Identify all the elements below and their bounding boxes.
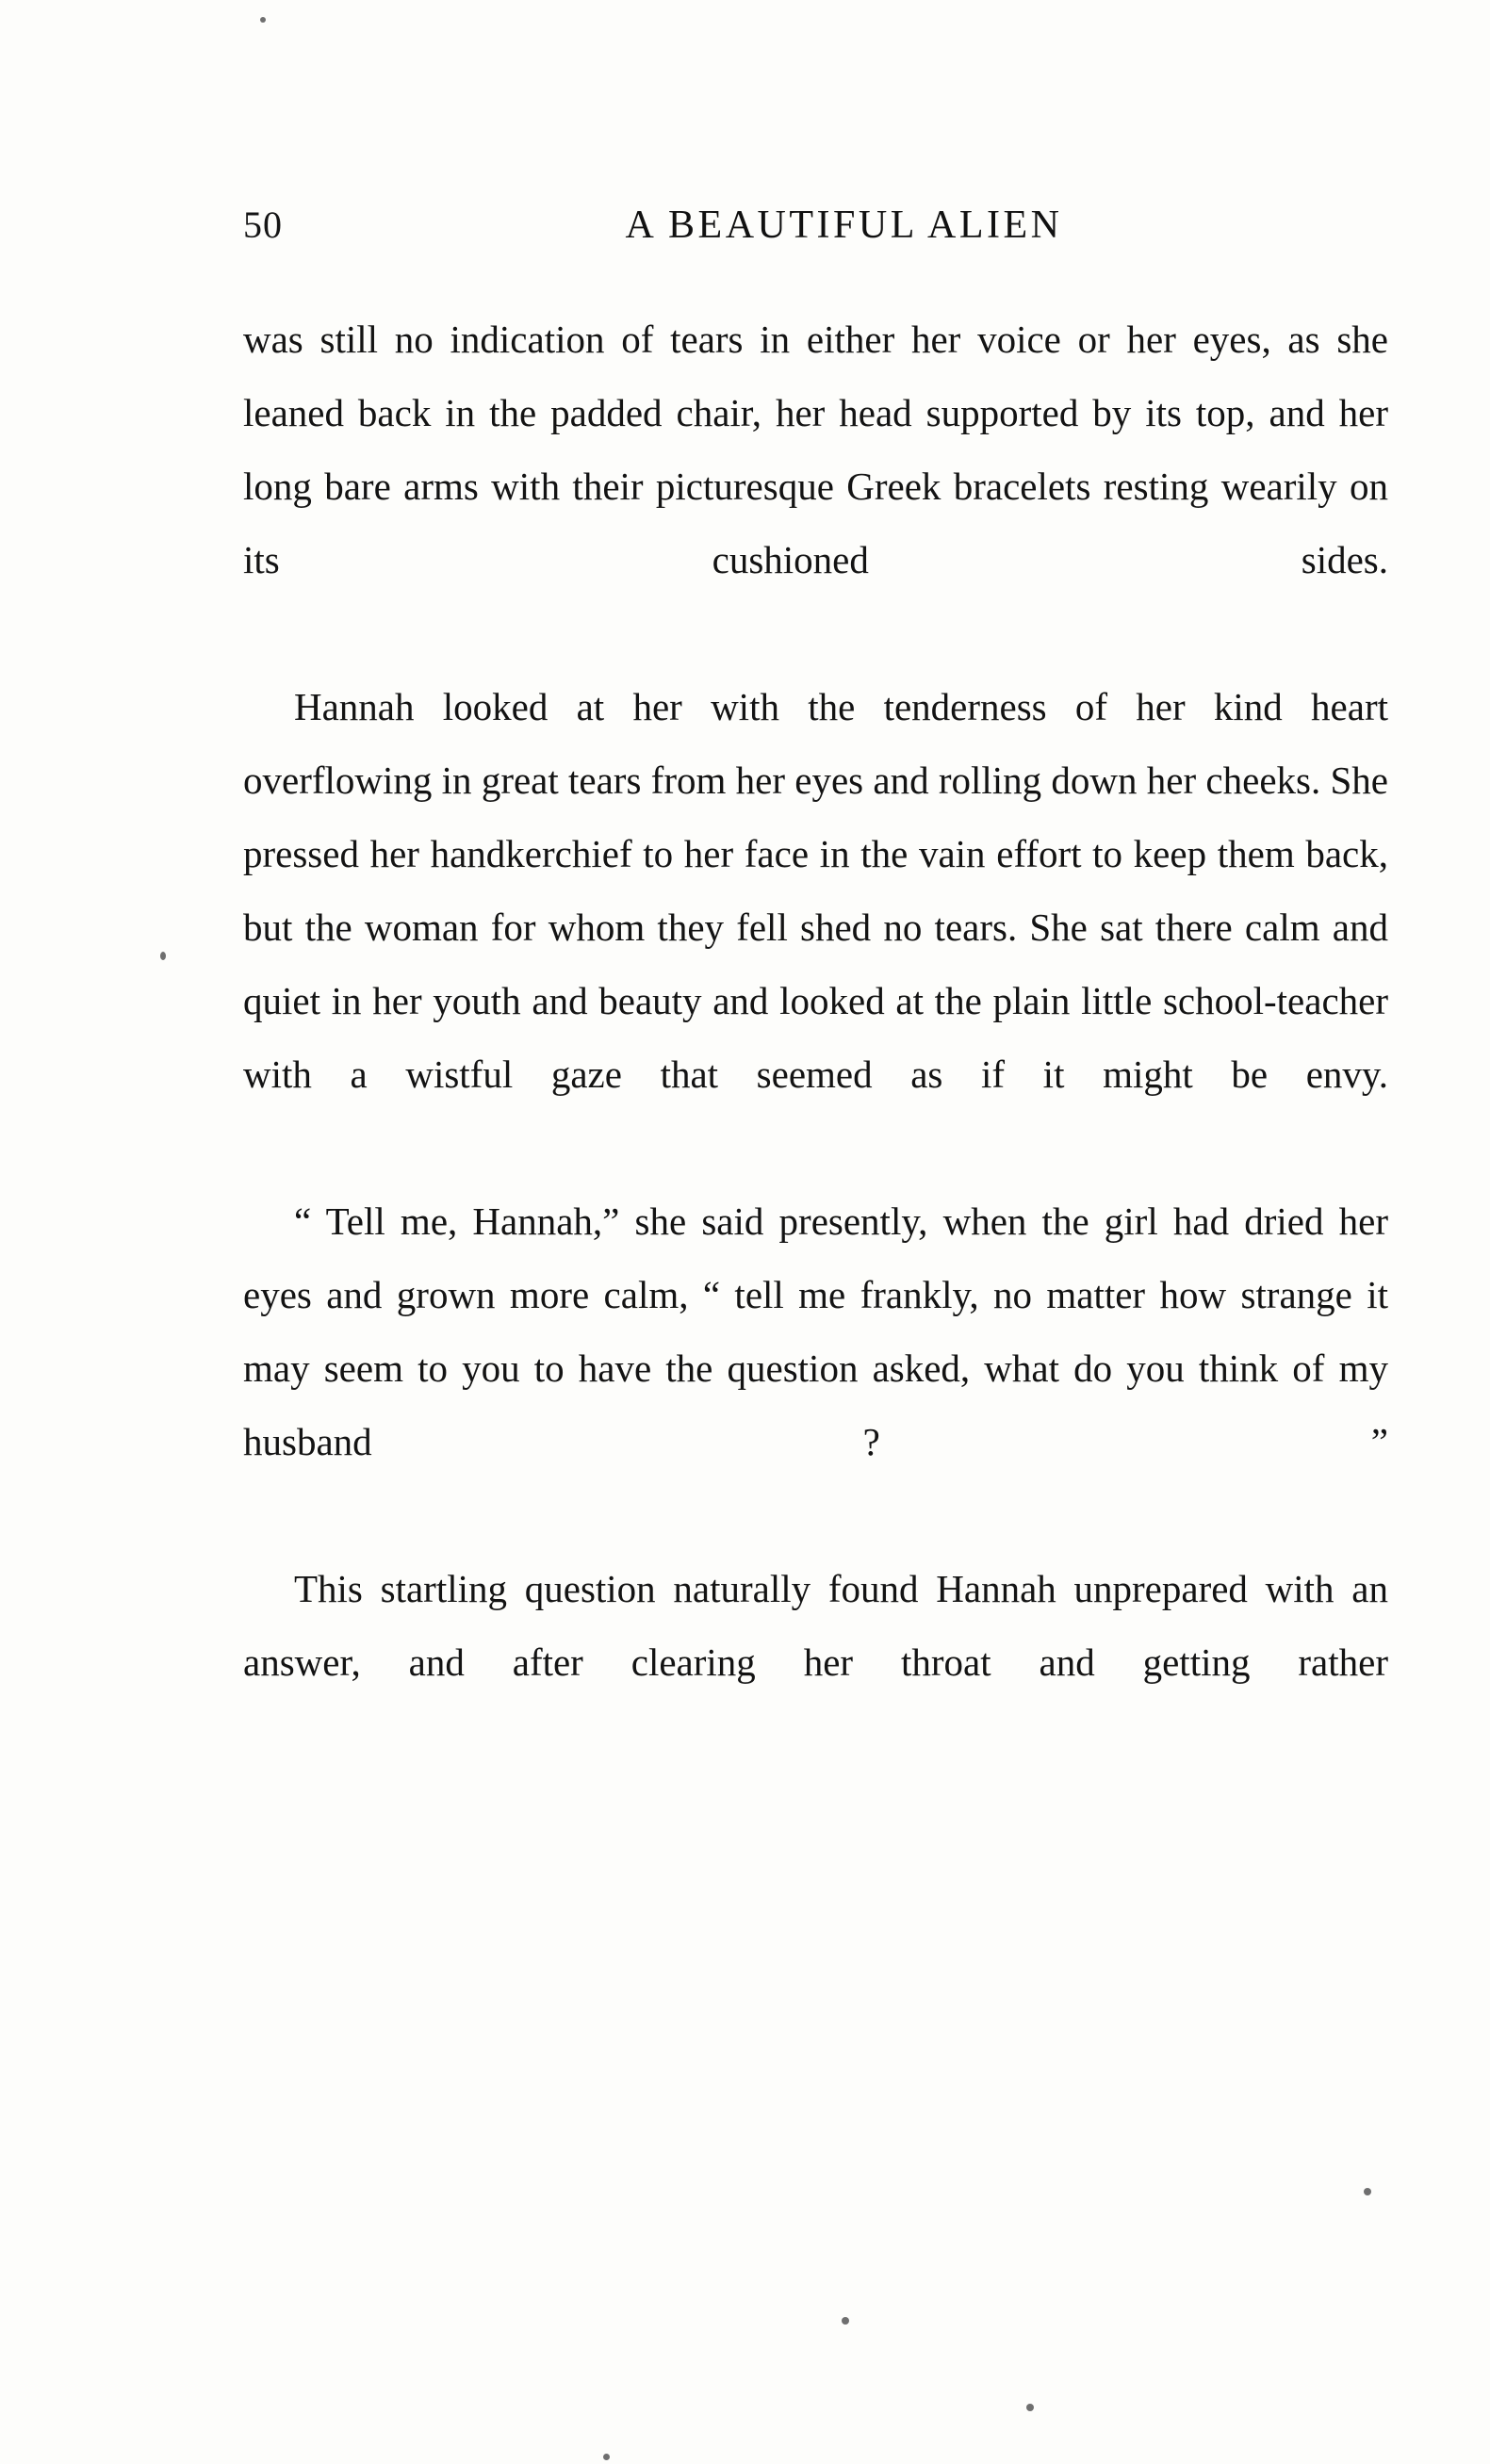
running-head-title: A BEAUTIFUL ALIEN [625,204,1063,247]
paragraph-2: Hannah looked at her with the tenderness of her kind heart overflowing in great tears from her eyes and rolling down her cheeks. She pressed her handkerchief to her face in the vain effort to keep them back, but the woman for whom they fell shed no tears. She sat there calm and quiet in her youth and beauty and looked at the plain little school-teacher with a wistful gaze that seemed as if it might be envy. [243,685,1388,1096]
page-header [243,203,1388,248]
scan-speck-right-lower [1364,2188,1371,2195]
paragraph-4: This startling question naturally found Hannah unprepared with an answer, and after clearing her throat and getting rather [243,1567,1388,1684]
paragraph-1: was still no indication of tears in either her voice or her eyes, as she leaned back in the padded chair, her head supported by its top, and her long bare arms with their picturesque Greek bracelets resting wearily on its cushioned sides. [243,318,1388,581]
scan-speck-bottom-center [842,2317,849,2325]
scan-speck-bottom-edge [603,2454,610,2460]
paragraph-3: “ Tell me, Hannah,” she said presently, when the girl had dried her eyes and grown more calm, “ tell me frankly, no matter how strange it may seem to you to have the question asked, what do you think of my husband ? ” [243,1199,1388,1463]
scan-speck-left-margin [160,952,166,960]
page-number: 50 [243,204,283,246]
scan-speck-top [260,17,266,23]
page-text-block [243,203,1388,1772]
scan-speck-bottom-right [1026,2404,1034,2411]
